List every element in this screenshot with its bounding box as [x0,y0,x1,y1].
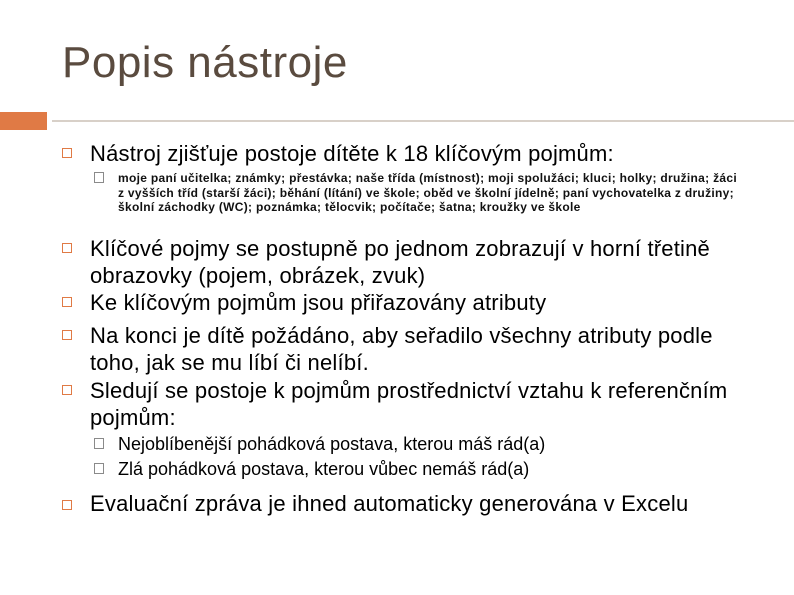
bullet-item: Klíčové pojmy se postupně po jednom zobrazují v horní třetině obrazovky (pojem, obrázek, zvuk) [90,236,710,288]
bullet-item: Evaluační zpráva je ihned automaticky generována v Excelu [90,491,689,516]
bullet-icon [62,148,72,158]
bullet-icon [62,385,72,395]
bullet-item: Na konci je dítě požádáno, aby seřadilo všechny atributy podle toho, jak se mu líbí či nelíbí. [90,323,713,375]
bullet-icon [62,330,72,340]
bullet-icon [62,297,72,307]
sub-bullet-icon [94,172,104,183]
sub-bullet-item: Nejoblíbenější pohádková postava, kterou máš rád(a) [118,434,546,454]
bullet-item: Sledují se postoje k pojmům prostřednictví vztahu k referenčním pojmům: [90,378,728,430]
bullet-item: Nástroj zjišťuje postoje dítěte k 18 klíčovým pojmům: [90,141,614,166]
sub-bullet-icon [94,463,104,474]
slide-title: Popis nástroje [62,38,348,87]
bullet-icon [62,243,72,253]
sub-bullet-icon [94,438,104,449]
bullet-icon [62,500,72,510]
bullet-item: Ke klíčovým pojmům jsou přiřazovány atributy [90,290,547,315]
sub-bullet-item: moje paní učitelka; známky; přestávka; naše třída (místnost); moji spolužáci; kluci; holky; družina; žáci z vyšších tříd (starší žáci); běhání (lítání) ve škole; oběd ve školní jídelně; paní vychovatelka z družiny; školní záchodky (WC); poznámka; tělocvik; počítače; šatna; kroužky ve škole [118,171,737,214]
sub-bullet-item: Zlá pohádková postava, kterou vůbec nemáš rád(a) [118,459,530,479]
